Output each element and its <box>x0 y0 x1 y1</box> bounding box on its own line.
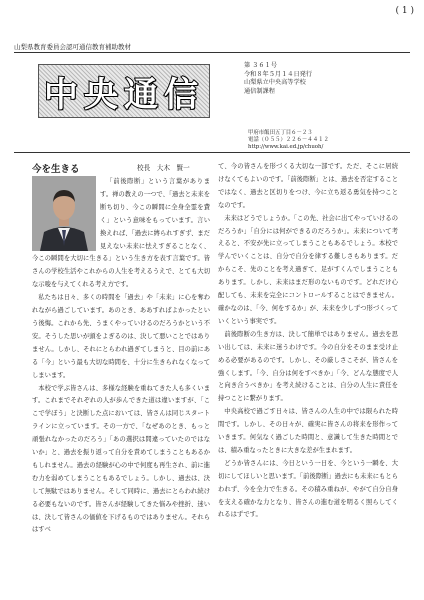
header-line: 山梨県教育委員会認可通信教育補助教材 <box>14 43 131 51</box>
paragraph: て、今の皆さんを形づくる大切な一部です。ただ、そこに居続けなくてもよいのです。「前後際断」とは、過去を否定することではなく、過去と区切りをつけ、今に立ち返る勇気を持つことなのです。 <box>218 163 398 209</box>
masthead-logo <box>38 64 210 118</box>
phone-number: 電話（０５５）２２６－４４１２ <box>248 137 329 144</box>
paragraph: 私たちは日々、多くの時間を「過去」や「未来」に心を奪われながら過ごしています。あのとき、ああすればよかったという後悔。これから先、うまくやっていけるのだろうかという不安。そうした思いが頭をよぎるのは、決して悪いことではありません。しかし、それにとらわれ過ぎてしまうと、目の前にある「今」という最も大切な時間を、十分に生きられなくなってしまいます。 <box>32 294 210 379</box>
issue-department: 通信制課程 <box>244 87 275 95</box>
article-author: 校長 大木 賢一 <box>137 164 190 172</box>
section-rule <box>14 152 410 153</box>
issue-info <box>244 62 312 96</box>
header-rule <box>14 52 410 53</box>
postal-address: 甲府市飯田五丁目６－２３ <box>248 130 313 136</box>
article-title: 今を生きる <box>32 164 80 175</box>
paragraph: 中央高校で過ごす日々は、皆さんの人生の中では限られた時間です。しかし、その日々が、確実に皆さんの将来を形作っていきます。何気なく過ごした時間と、意識して生きた時間とでは、積み重なったときに大きな差が生まれます。 <box>218 408 398 454</box>
paragraph: 「前後際断」という言葉があります。禅の教えの一つで、「過去と未来を断ち切り、今この瞬間に全身全霊を費く」という意味をもっています。言い換えれば、「過去に縛られすぎず、まだ見えない未来に怯えすぎることなく、今この瞬間を大切に生きる」という生き方を表す言葉です。皆さんの学校生活やこれからの人生を考えるうえで、とても大切な示唆を与えてくれる考え方です。 <box>32 178 210 289</box>
paragraph: 前後際断の生き方は、決して簡単ではありません。過去を思い出しては、未来に迷うわけです。今の自分をそのまま受け止める必要があるのです。しかし、その厳しさこそが、皆さんを強くします。「今、自分は何をすべきか」「今、どんな態度で人と向き合うべきか」を考え続けることは、自分の人生に責任を持つことに繋がります。 <box>218 330 398 403</box>
paragraph: 本校で学ぶ皆さんは、多様な経験を重ねてきた人も多くいます。これまでそれぞれの人が歩んできた道は違いますが、「ここで学ぼう」と決断した点においては、皆さんは同じスタートラインに立っています。その一方で、「なぜあのとき、もっと頑張れなかったのだろう」「あの選択は間違っていたのではないか」と、過去を振り返って自分を責めてしまうこともあるかもしれません。過去の経験が心の中で何度も再生され、前に進む力を弱めてしまうこともあるでしょう。しかし、過去は、決して無駄ではありません。そして同時に、過去にとらわれ続ける必要もないのです。皆さんが経験してきた悩みや挫折、迷いは、決して皆さんの価値を下げるものではありません。それらはすべ <box>32 384 210 534</box>
issue-school: 山梨県立中央高等学校 <box>244 79 306 86</box>
issue-date: 令和８年５月１４日発行 <box>244 70 313 78</box>
page-number: ( 1 ) <box>395 6 414 16</box>
paragraph: 未来はどうでしょうか。「この先、社会に出てやっていけるのだろうか」「自分には何ができるのだろうか」。未来について考えると、不安が先に立ってしまうこともあるでしょう。本校で学んでいくことは、自分で自分を律する難しさもあります。だからこそ、先のことを考え過ぎて、足がすくんでしまうこともあります。しかし、未来はまだ形のないものです。どれだけ心配しても、未来を完全にコントロールすることはできません。確かなのは、「今、何をするか」が、未来を少しずつ形づくっていくという事実です。 <box>218 214 398 325</box>
paragraph: どうか皆さんには、今日という一日を、今という一瞬を、大切にしてほしいと思います。「前後際断」過去にも未来にもとらわれず、今を全力で生きる。その積み重ねが、やがて自分自身を支える確かな力となり、皆さんの進む道を明るく照らしてくれるはずです。 <box>218 459 398 519</box>
website-url: http://www.kai.ed.jp/chuoh/ <box>248 144 324 151</box>
issue-number: 第 ３６１号 <box>244 62 277 69</box>
article-column-1 <box>32 176 210 586</box>
address-block <box>248 130 329 152</box>
masthead-title: 中央通信 <box>44 74 204 115</box>
article-column-2 <box>218 161 398 591</box>
